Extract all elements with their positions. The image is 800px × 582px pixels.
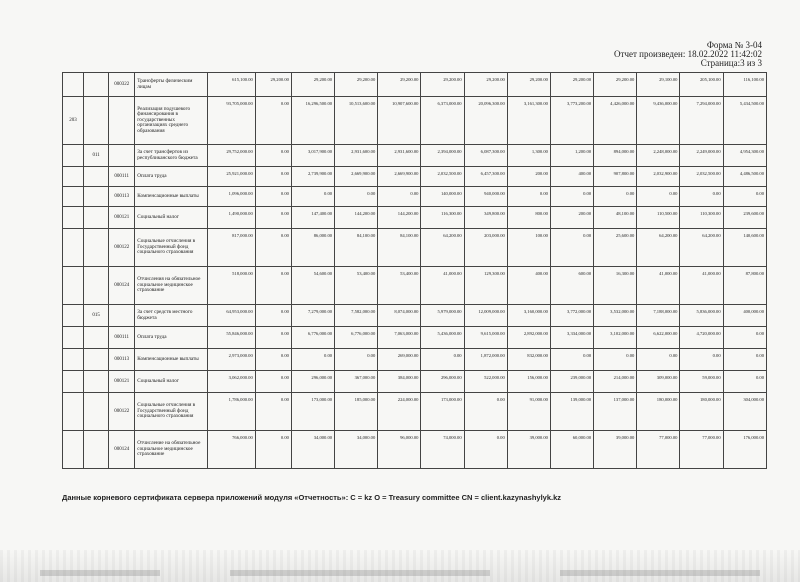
- amount-cell: 817,000.00: [207, 229, 255, 267]
- amount-cell: 93,705,000.00: [207, 97, 255, 145]
- amount-cell: 0.00: [255, 305, 291, 327]
- table-row: [63, 267, 767, 305]
- subprogram-code-cell: [84, 431, 109, 469]
- specifics-code-cell: [109, 145, 135, 167]
- amount-cell: 3,160,000.00: [507, 305, 550, 327]
- amount-cell: 0.00: [255, 371, 291, 393]
- amount-cell: 3,532,000.00: [594, 305, 637, 327]
- amount-cell: 4,720,000.00: [680, 327, 723, 349]
- item-name-cell: Оплата труда: [135, 167, 207, 187]
- amount-cell: 140,000.00: [421, 187, 464, 207]
- amount-cell: 29,200.00: [550, 73, 593, 97]
- amount-cell: 400,000.00: [723, 305, 766, 327]
- amount-cell: 296,000.00: [291, 371, 334, 393]
- amount-cell: 2,394,000.00: [421, 145, 464, 167]
- amount-cell: 0.00: [594, 187, 637, 207]
- specifics-code-cell: [109, 97, 135, 145]
- amount-cell: 53,400.00: [378, 267, 421, 305]
- amount-cell: 0.00: [637, 187, 680, 207]
- table-row: [63, 327, 767, 349]
- subprogram-code-cell: [84, 393, 109, 431]
- amount-cell: 0.00: [723, 187, 766, 207]
- specifics-code-cell: 000122: [109, 229, 135, 267]
- item-name-cell: Социальные отчисления в Государственный фонд социального страхования: [135, 393, 207, 431]
- amount-cell: 77,000.00: [680, 431, 723, 469]
- amount-cell: 239,600.00: [723, 207, 766, 229]
- specifics-code-cell: 000111: [109, 167, 135, 187]
- amount-cell: 0.00: [723, 349, 766, 371]
- amount-cell: 5,979,000.00: [421, 305, 464, 327]
- amount-cell: 296,000.00: [421, 371, 464, 393]
- amount-cell: 0.00: [255, 167, 291, 187]
- amount-cell: 0.00: [291, 349, 334, 371]
- amount-cell: 203,000.00: [464, 229, 507, 267]
- program-code-cell: [63, 327, 84, 349]
- amount-cell: 6,776,000.00: [291, 327, 334, 349]
- program-code-cell: [63, 305, 84, 327]
- amount-cell: 0.00: [464, 393, 507, 431]
- amount-cell: 0.00: [255, 145, 291, 167]
- program-code-cell: [63, 167, 84, 187]
- amount-cell: 7,063,000.00: [378, 327, 421, 349]
- subprogram-code-cell: [84, 167, 109, 187]
- amount-cell: 5,434,500.00: [723, 97, 766, 145]
- table-row: [63, 97, 767, 145]
- amount-cell: 200.00: [507, 167, 550, 187]
- item-name-cell: За счет средств местного бюджета: [135, 305, 207, 327]
- amount-cell: 140,600.00: [723, 229, 766, 267]
- amount-cell: 6,373,000.00: [421, 97, 464, 145]
- item-name-cell: Оплата труда: [135, 327, 207, 349]
- amount-cell: 2,032,500.00: [680, 167, 723, 187]
- amount-cell: 832,000.00: [507, 349, 550, 371]
- amount-cell: 400.00: [550, 167, 593, 187]
- amount-cell: 7,582,000.00: [335, 305, 378, 327]
- specifics-code-cell: 000121: [109, 371, 135, 393]
- amount-cell: 147,400.00: [291, 207, 334, 229]
- item-name-cell: За счет трансфертов из республиканского бюджета: [135, 145, 207, 167]
- amount-cell: 12,009,000.00: [464, 305, 507, 327]
- amount-cell: 20,096,300.00: [464, 97, 507, 145]
- amount-cell: 110,300.00: [680, 207, 723, 229]
- amount-cell: 0.00: [723, 327, 766, 349]
- scan-streak: [560, 570, 760, 576]
- amount-cell: 2,669,900.00: [378, 167, 421, 187]
- amount-cell: 185,000.00: [335, 393, 378, 431]
- subprogram-code-cell: [84, 327, 109, 349]
- amount-cell: 25,600.00: [594, 229, 637, 267]
- amount-cell: 0.00: [550, 349, 593, 371]
- item-name-cell: Социальный налог: [135, 207, 207, 229]
- subprogram-code-cell: [84, 229, 109, 267]
- amount-cell: 64,953,000.00: [207, 305, 255, 327]
- amount-cell: 2,973,000.00: [207, 349, 255, 371]
- amount-cell: 0.00: [550, 229, 593, 267]
- amount-cell: 3,102,000.00: [594, 327, 637, 349]
- amount-cell: 6,087,300.00: [464, 145, 507, 167]
- amount-cell: 25,921,000.00: [207, 167, 255, 187]
- amount-cell: 2,249,000.00: [680, 145, 723, 167]
- amount-cell: 0.00: [255, 393, 291, 431]
- amount-cell: 7,188,000.00: [637, 305, 680, 327]
- amount-cell: 800.00: [507, 207, 550, 229]
- table-row: [63, 187, 767, 207]
- amount-cell: 0.00: [594, 349, 637, 371]
- amount-cell: 100.00: [507, 229, 550, 267]
- specifics-code-cell: 000121: [109, 207, 135, 229]
- specifics-code-cell: [109, 305, 135, 327]
- item-name-cell: Отчисление на обязательное социальное медицинское страхование: [135, 431, 207, 469]
- certificate-info: Данные корневого сертификата сервера приложений модуля «Отчетность»: C = kz O = Treasury committee CN = client.kazynashylyk.kz: [62, 493, 562, 502]
- amount-cell: 39,000.00: [507, 431, 550, 469]
- item-name-cell: Реализация подушевого финансирования в государственных организациях среднего образования: [135, 97, 207, 145]
- amount-cell: 0.00: [464, 431, 507, 469]
- item-name-cell: Компенсационные выплаты: [135, 349, 207, 371]
- program-code-cell: [63, 349, 84, 371]
- amount-cell: 29,200.00: [378, 73, 421, 97]
- amount-cell: 2,032,900.00: [637, 167, 680, 187]
- amount-cell: 10,513,600.00: [335, 97, 378, 145]
- scan-streak: [40, 570, 160, 576]
- amount-cell: 29,200.00: [291, 73, 334, 97]
- program-code-cell: [63, 145, 84, 167]
- amount-cell: 3,334,000.00: [550, 327, 593, 349]
- table-row: [63, 349, 767, 371]
- program-code-cell: [63, 187, 84, 207]
- subprogram-code-cell: 011: [84, 145, 109, 167]
- amount-cell: 907,800.00: [594, 167, 637, 187]
- scan-noise: [0, 550, 800, 582]
- form-number: Форма № 3-04: [706, 40, 762, 50]
- amount-cell: 64,200.00: [421, 229, 464, 267]
- program-code-cell: [63, 73, 84, 97]
- amount-cell: 0.00: [335, 349, 378, 371]
- amount-cell: 116,100.00: [723, 73, 766, 97]
- amount-cell: 8,074,000.00: [378, 305, 421, 327]
- amount-cell: 3,773,200.00: [550, 97, 593, 145]
- amount-cell: 129,300.00: [464, 267, 507, 305]
- amount-cell: 2,931,600.00: [335, 145, 378, 167]
- amount-cell: 29,200.00: [421, 73, 464, 97]
- report-timestamp: Отчет произведен: 18.02.2022 11:42:02: [614, 49, 762, 59]
- amount-cell: 180,000.00: [680, 393, 723, 431]
- subprogram-code-cell: [84, 267, 109, 305]
- amount-cell: 0.00: [550, 187, 593, 207]
- item-name-cell: Отчисления на обязательное социальное медицинское страхование: [135, 267, 207, 305]
- amount-cell: 0.00: [378, 187, 421, 207]
- amount-cell: 3,772,000.00: [550, 305, 593, 327]
- amount-cell: 0.00: [255, 207, 291, 229]
- amount-cell: 176,000.00: [723, 431, 766, 469]
- amount-cell: 400.00: [507, 267, 550, 305]
- amount-cell: 3,161,300.00: [507, 97, 550, 145]
- amount-cell: 1,300.00: [507, 145, 550, 167]
- amount-cell: 0.00: [680, 187, 723, 207]
- specifics-code-cell: 000122: [109, 393, 135, 431]
- amount-cell: 2,669,900.00: [335, 167, 378, 187]
- amount-cell: 5,836,000.00: [680, 305, 723, 327]
- budget-table: [62, 72, 767, 469]
- amount-cell: 0.00: [637, 349, 680, 371]
- amount-cell: 173,000.00: [421, 393, 464, 431]
- amount-cell: 96,000.00: [378, 431, 421, 469]
- amount-cell: 309,000.00: [637, 371, 680, 393]
- amount-cell: 4,486,500.00: [723, 167, 766, 187]
- amount-cell: 0.00: [421, 349, 464, 371]
- amount-cell: 4,426,000.00: [594, 97, 637, 145]
- amount-cell: 894,000.00: [594, 145, 637, 167]
- amount-cell: 0.00: [255, 229, 291, 267]
- table-row: [63, 305, 767, 327]
- amount-cell: 59,000.00: [680, 371, 723, 393]
- amount-cell: 1,786,000.00: [207, 393, 255, 431]
- amount-cell: 1,200.00: [550, 145, 593, 167]
- amount-cell: 9,615,000.00: [464, 327, 507, 349]
- amount-cell: 144,200.00: [335, 207, 378, 229]
- amount-cell: 0.00: [335, 187, 378, 207]
- amount-cell: 1,096,000.00: [207, 187, 255, 207]
- amount-cell: 54,600.00: [291, 267, 334, 305]
- amount-cell: 48,100.00: [594, 207, 637, 229]
- subprogram-code-cell: [84, 371, 109, 393]
- amount-cell: 7,294,000.00: [680, 97, 723, 145]
- amount-cell: 41,000.00: [421, 267, 464, 305]
- table-row: [63, 393, 767, 431]
- amount-cell: 1,872,000.00: [464, 349, 507, 371]
- amount-cell: 41,000.00: [637, 267, 680, 305]
- amount-cell: 2,931,600.00: [378, 145, 421, 167]
- specifics-code-cell: 000113: [109, 349, 135, 371]
- amount-cell: 116,300.00: [421, 207, 464, 229]
- amount-cell: 137,000.00: [594, 393, 637, 431]
- table-row: [63, 229, 767, 267]
- amount-cell: 77,000.00: [637, 431, 680, 469]
- amount-cell: 144,200.00: [378, 207, 421, 229]
- amount-cell: 0.00: [255, 187, 291, 207]
- amount-cell: 16,296,500.00: [291, 97, 334, 145]
- subprogram-code-cell: [84, 207, 109, 229]
- amount-cell: 29,100.00: [637, 73, 680, 97]
- amount-cell: 367,000.00: [335, 371, 378, 393]
- amount-cell: 2,739,900.00: [291, 167, 334, 187]
- table-row: [63, 431, 767, 469]
- amount-cell: 2,248,000.00: [637, 145, 680, 167]
- amount-cell: 84,100.00: [335, 229, 378, 267]
- specifics-code-cell: 000322: [109, 73, 135, 97]
- amount-cell: 139,000.00: [550, 393, 593, 431]
- amount-cell: 29,200.00: [464, 73, 507, 97]
- item-name-cell: Компенсационные выплаты: [135, 187, 207, 207]
- item-name-cell: Социальный налог: [135, 371, 207, 393]
- amount-cell: 518,000.00: [207, 267, 255, 305]
- amount-cell: 29,200.00: [255, 73, 291, 97]
- subprogram-code-cell: [84, 97, 109, 145]
- amount-cell: 91,000.00: [507, 393, 550, 431]
- amount-cell: 5,436,000.00: [421, 327, 464, 349]
- amount-cell: 60,000.00: [550, 431, 593, 469]
- program-code-cell: 203: [63, 97, 84, 145]
- amount-cell: 239,000.00: [550, 371, 593, 393]
- specifics-code-cell: 000124: [109, 431, 135, 469]
- amount-cell: 180,000.00: [637, 393, 680, 431]
- amount-cell: 3,062,000.00: [207, 371, 255, 393]
- amount-cell: 110,500.00: [637, 207, 680, 229]
- amount-cell: 74,000.00: [421, 431, 464, 469]
- amount-cell: 7,279,000.00: [291, 305, 334, 327]
- amount-cell: 10,907,600.00: [378, 97, 421, 145]
- table-row: [63, 167, 767, 187]
- amount-cell: 0.00: [507, 187, 550, 207]
- amount-cell: 2,892,000.00: [507, 327, 550, 349]
- subprogram-code-cell: [84, 73, 109, 97]
- scan-streak: [230, 570, 490, 576]
- table-row: [63, 145, 767, 167]
- amount-cell: 0.00: [255, 97, 291, 145]
- amount-cell: 6,622,000.00: [637, 327, 680, 349]
- amount-cell: 29,200.00: [335, 73, 378, 97]
- subprogram-code-cell: [84, 349, 109, 371]
- amount-cell: 9,436,000.00: [637, 97, 680, 145]
- amount-cell: 0.00: [680, 349, 723, 371]
- table-row: [63, 207, 767, 229]
- amount-cell: 615,100.00: [207, 73, 255, 97]
- amount-cell: 86,000.00: [291, 229, 334, 267]
- amount-cell: 55,846,000.00: [207, 327, 255, 349]
- amount-cell: 600.00: [550, 267, 593, 305]
- specifics-code-cell: 000113: [109, 187, 135, 207]
- program-code-cell: [63, 229, 84, 267]
- amount-cell: 34,000.00: [291, 431, 334, 469]
- page-number: Страница:3 из 3: [700, 58, 762, 68]
- program-code-cell: [63, 393, 84, 431]
- amount-cell: 29,200.00: [507, 73, 550, 97]
- amount-cell: 173,000.00: [291, 393, 334, 431]
- amount-cell: 0.00: [255, 431, 291, 469]
- amount-cell: 39,000.00: [594, 431, 637, 469]
- amount-cell: 214,000.00: [594, 371, 637, 393]
- program-code-cell: [63, 371, 84, 393]
- amount-cell: 29,752,000.00: [207, 145, 255, 167]
- amount-cell: 16,300.00: [594, 267, 637, 305]
- amount-cell: 384,000.00: [378, 371, 421, 393]
- amount-cell: 41,000.00: [680, 267, 723, 305]
- program-code-cell: [63, 267, 84, 305]
- amount-cell: 4,954,300.00: [723, 145, 766, 167]
- program-code-cell: [63, 431, 84, 469]
- amount-cell: 6,457,300.00: [464, 167, 507, 187]
- amount-cell: 766,000.00: [207, 431, 255, 469]
- amount-cell: 224,000.00: [378, 393, 421, 431]
- amount-cell: 0.00: [255, 267, 291, 305]
- table-row: [63, 371, 767, 393]
- amount-cell: 0.00: [255, 349, 291, 371]
- item-name-cell: Социальные отчисления в Государственный фонд социального страхования: [135, 229, 207, 267]
- amount-cell: 64,200.00: [680, 229, 723, 267]
- amount-cell: 349,800.00: [464, 207, 507, 229]
- amount-cell: 200.00: [550, 207, 593, 229]
- amount-cell: 84,100.00: [378, 229, 421, 267]
- program-code-cell: [63, 207, 84, 229]
- amount-cell: 1,490,000.00: [207, 207, 255, 229]
- subprogram-code-cell: 015: [84, 305, 109, 327]
- amount-cell: 6,776,000.00: [335, 327, 378, 349]
- amount-cell: 0.00: [723, 371, 766, 393]
- amount-cell: 0.00: [255, 327, 291, 349]
- table-row: [63, 73, 767, 97]
- item-name-cell: Трансферты физическим лицам: [135, 73, 207, 97]
- specifics-code-cell: 000124: [109, 267, 135, 305]
- amount-cell: 522,000.00: [464, 371, 507, 393]
- specifics-code-cell: 000111: [109, 327, 135, 349]
- amount-cell: 940,000.00: [464, 187, 507, 207]
- amount-cell: 156,000.00: [507, 371, 550, 393]
- amount-cell: 205,100.00: [680, 73, 723, 97]
- amount-cell: 87,800.00: [723, 267, 766, 305]
- amount-cell: 269,000.00: [378, 349, 421, 371]
- amount-cell: 53,400.00: [335, 267, 378, 305]
- amount-cell: 29,200.00: [594, 73, 637, 97]
- subprogram-code-cell: [84, 187, 109, 207]
- amount-cell: 304,000.00: [723, 393, 766, 431]
- amount-cell: 34,000.00: [335, 431, 378, 469]
- amount-cell: 2,032,500.00: [421, 167, 464, 187]
- amount-cell: 0.00: [291, 187, 334, 207]
- amount-cell: 3,017,900.00: [291, 145, 334, 167]
- amount-cell: 64,200.00: [637, 229, 680, 267]
